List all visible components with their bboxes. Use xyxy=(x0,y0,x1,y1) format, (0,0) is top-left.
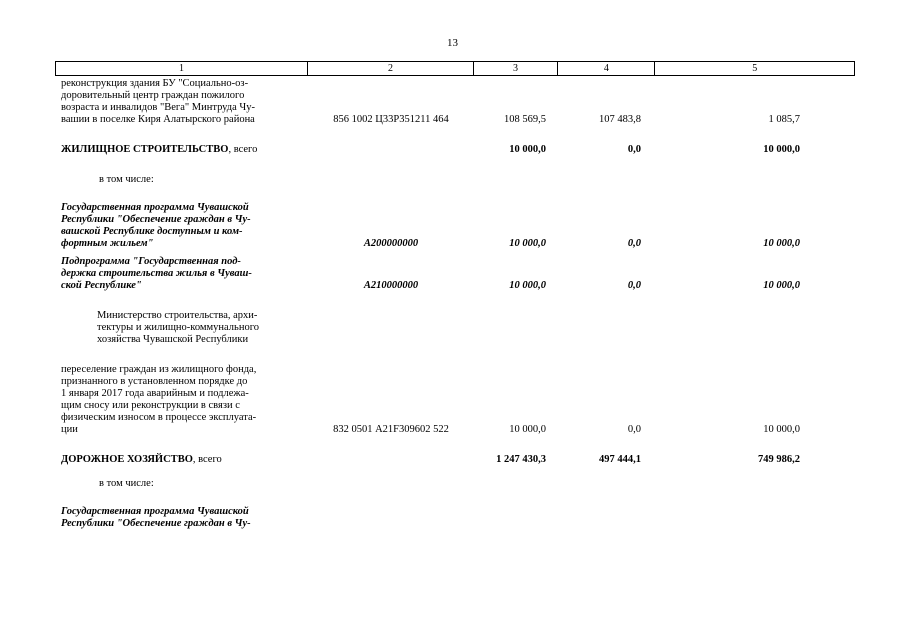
description-line: щим сносу или реконструкции в связи с xyxy=(61,400,240,411)
value-col-5: 10 000,0 xyxy=(763,280,800,291)
table-row-ministry xyxy=(0,310,905,346)
value-col-5: 10 000,0 xyxy=(763,424,800,435)
header-col-5: 5 xyxy=(655,62,855,76)
header-col-3: 3 xyxy=(473,62,557,76)
page-number: 13 xyxy=(447,37,458,49)
value-col-4: 497 444,1 xyxy=(599,454,641,465)
table-row-resettlement xyxy=(0,364,905,436)
description-line: физическим износом в процессе эксплуата- xyxy=(61,412,257,423)
description-line: возраста и инвалидов "Вега" Минтруда Чу- xyxy=(61,102,255,113)
row-description xyxy=(61,202,305,250)
table-row-subprogram-a21 xyxy=(0,256,905,292)
table-row-housing-total xyxy=(0,144,905,156)
ministry-name xyxy=(61,310,305,346)
section-suffix: , всего xyxy=(228,144,258,155)
description-line: 1 января 2017 года аварийным и подлежа- xyxy=(61,388,249,399)
row-description xyxy=(61,144,305,156)
row-description xyxy=(61,78,305,126)
value-col-3: 108 569,5 xyxy=(504,114,546,125)
description-line: фортным жильем" xyxy=(61,238,154,249)
description-line: Подпрограмма "Государственная под- xyxy=(61,256,241,267)
value-col-5: 749 986,2 xyxy=(758,454,800,465)
in-that-number-label: в том числе: xyxy=(99,478,154,489)
description-line: Республики "Обеспечение граждан в Чу- xyxy=(61,518,251,529)
value-col-3: 10 000,0 xyxy=(509,424,546,435)
description-line: Государственная программа Чувашской xyxy=(61,202,249,213)
section-suffix: , всего xyxy=(192,454,222,465)
value-col-5: 10 000,0 xyxy=(763,238,800,249)
row-description xyxy=(61,454,305,466)
value-col-3: 10 000,0 xyxy=(509,238,546,249)
description-line: хозяйства Чувашской Республики xyxy=(97,334,249,345)
description-line: Республики "Обеспечение граждан в Чу- xyxy=(61,214,251,225)
header-col-4: 4 xyxy=(558,62,655,76)
header-col-1: 1 xyxy=(56,62,308,76)
value-col-4: 107 483,8 xyxy=(599,114,641,125)
value-col-3: 10 000,0 xyxy=(509,280,546,291)
program-code: А210000000 xyxy=(363,280,419,291)
description-line: доровительный центр граждан пожилого xyxy=(61,90,245,101)
value-col-4: 0,0 xyxy=(627,424,641,435)
description-line: Министерство строительства, архи- xyxy=(97,310,258,321)
table-row-reconstruction xyxy=(0,78,905,126)
value-col-5: 10 000,0 xyxy=(763,144,800,155)
column-number-header xyxy=(55,61,855,76)
row-description xyxy=(61,364,305,436)
description-line: переселение граждан из жилищного фонда, xyxy=(61,364,257,375)
value-col-3: 10 000,0 xyxy=(509,144,546,155)
section-title: ЖИЛИЩНОЕ СТРОИТЕЛЬСТВО xyxy=(61,144,229,155)
description-line: держка строительства жилья в Чуваш- xyxy=(61,268,252,279)
description-line: вашии в поселке Киря Алатырского района xyxy=(61,114,255,125)
value-col-3: 1 247 430,3 xyxy=(496,454,546,465)
value-col-4: 0,0 xyxy=(627,238,641,249)
description-line: Государственная программа Чувашской xyxy=(61,506,249,517)
section-title: ДОРОЖНОЕ ХОЗЯЙСТВО xyxy=(61,454,193,465)
table-row-housing-incl xyxy=(0,174,905,186)
header-col-2: 2 xyxy=(308,62,474,76)
description-line: ской Республике" xyxy=(61,280,142,291)
budget-code: 856 1002 Ц33Р351211 464 xyxy=(333,114,449,125)
description-line: ции xyxy=(61,424,78,435)
description-line: реконструкция здания БУ "Социально-оз- xyxy=(61,78,249,89)
description-line: тектуры и жилищно-коммунального xyxy=(97,322,259,333)
value-col-5: 1 085,7 xyxy=(768,114,800,125)
value-col-4: 0,0 xyxy=(627,280,641,291)
description-line: вашской Республике доступным и ком- xyxy=(61,226,243,237)
row-description xyxy=(61,256,305,292)
table-row-program-a2 xyxy=(0,202,905,250)
budget-table-body xyxy=(0,76,905,530)
budget-code: 832 0501 А21F309602 522 xyxy=(333,424,449,435)
table-row-program-road xyxy=(0,506,905,530)
program-code: А200000000 xyxy=(363,238,419,249)
table-row-road-total xyxy=(0,454,905,466)
value-col-4: 0,0 xyxy=(627,144,641,155)
description-line: признанного в установленном порядке до xyxy=(61,376,248,387)
row-description xyxy=(61,506,305,530)
in-that-number-label: в том числе: xyxy=(99,174,154,185)
table-row-road-incl xyxy=(0,478,905,490)
